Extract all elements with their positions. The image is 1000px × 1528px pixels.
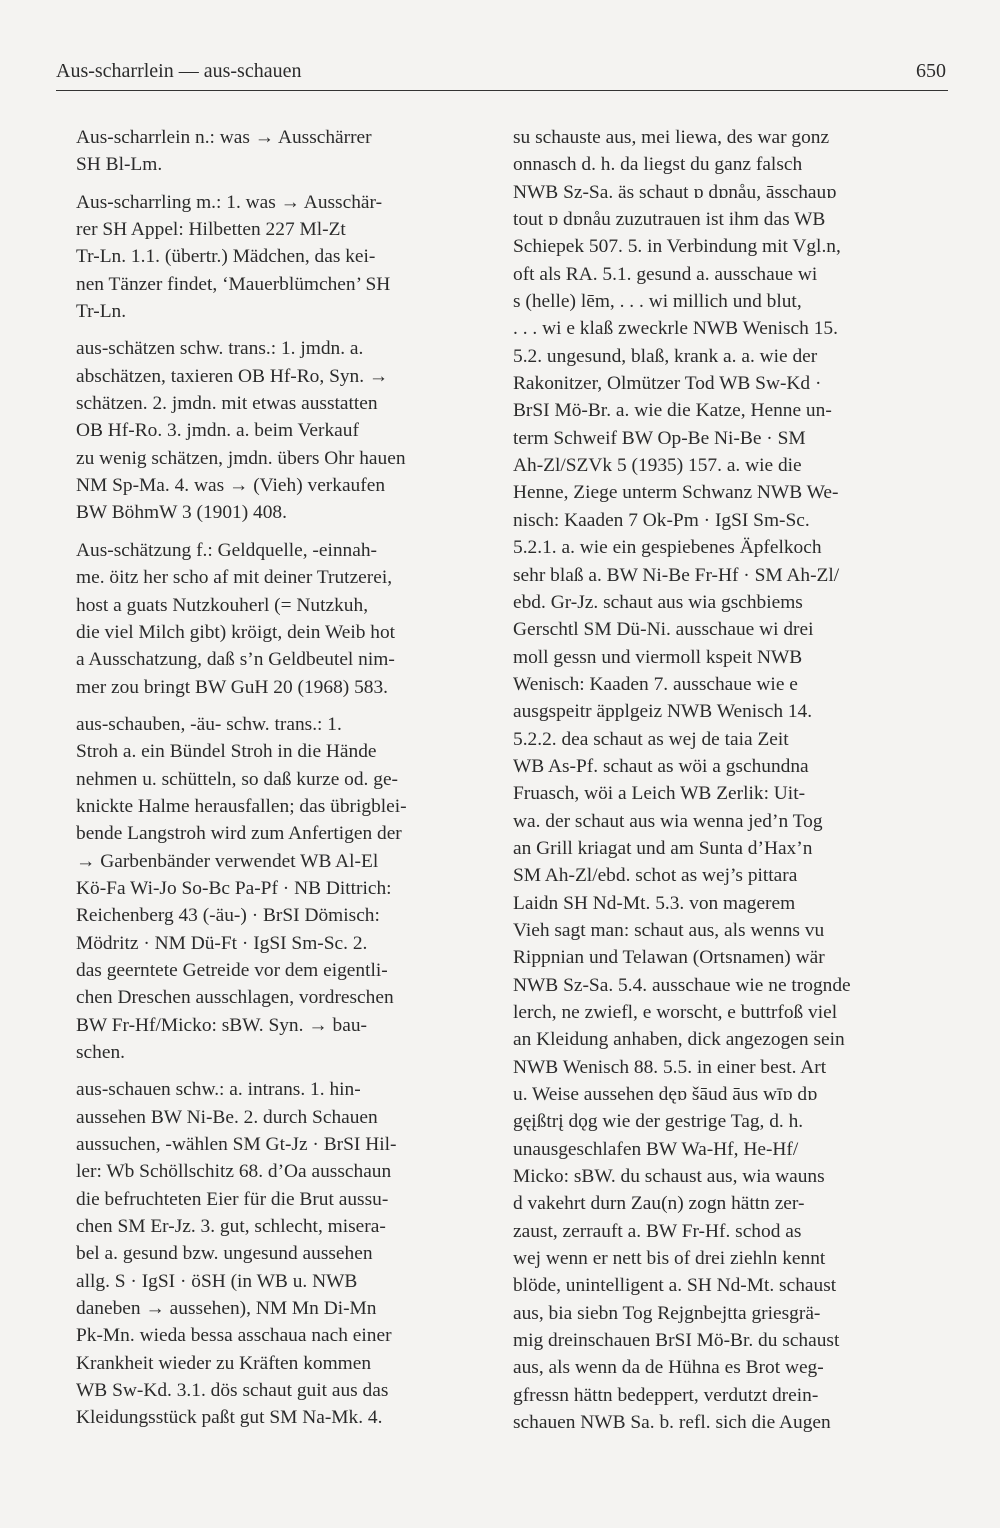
dictionary-entry — [76, 711, 482, 1066]
text-line: Fruasch, wöi a Leich WB Zerlik: Uit- — [513, 783, 806, 805]
text-line: aussuchen, -wählen SM Gt-Jz · BrSI Hil- — [76, 1134, 397, 1156]
text-line: su schauste aus, mei liewa, des war gonz — [513, 127, 830, 148]
text-line: Kö-Fa Wi-Jo So-Bc Pa-Pf · NB Dittrich: — [76, 877, 392, 899]
text-line: allg. S · IgSI · öSH (in WB u. NWB — [76, 1270, 358, 1292]
dictionary-entry — [76, 124, 482, 179]
text-line: Vieh sagt man: schaut aus, als wenns vu — [513, 919, 825, 941]
dictionary-entry — [76, 335, 482, 526]
text-line: bel a. gesund bzw. ungesund aussehen — [76, 1243, 373, 1265]
text-line: onnasch d. h. da liegst du ganz falsch — [513, 154, 803, 176]
text-line: aus-schätzen schw. trans.: 1. jmdn. a. — [76, 338, 364, 360]
text-line: knickte Halme herausfallen; das übrigblei- — [76, 795, 407, 817]
text-line: schen. — [76, 1042, 125, 1063]
text-line: BrSI Mö-Br. a. wie die Katze, Henne un- — [513, 400, 832, 422]
text-line: Wenisch: Kaaden 7. ausschaue wie e — [513, 673, 798, 695]
text-line: gęįßtrį dǫg wie der gestrige Tag, d. h. — [513, 1111, 804, 1133]
text-line: 5.2.2. dea schaut as wej de taia Zeit — [513, 728, 789, 750]
text-line: WB As-Pf. schaut as wöi a gschundna — [513, 755, 809, 777]
text-line: WB Sw-Kd. 3.1. dös schaut guit aus das — [76, 1380, 389, 1402]
text-line: Kleidungsstück paßt gut SM Na-Mk. 4. — [76, 1407, 383, 1429]
text-line: Aus-scharrlein n.: was → Ausschärrer — [76, 127, 372, 148]
text-line: NWB Sz-Sa. 5.4. ausschaue wie ne trognde — [513, 974, 851, 996]
text-line: → Garbenbänder verwendet WB Al-El — [76, 850, 379, 872]
text-line: s (helle) lēm, . . . wi millich und blut, — [513, 291, 802, 313]
text-line: rer SH Appel: Hilbetten 227 Ml-Zt — [76, 219, 346, 241]
text-line: Stroh a. ein Bündel Stroh in die Hände — [76, 741, 377, 763]
entry-gap — [76, 701, 482, 711]
text-line: BW BöhmW 3 (1901) 408. — [76, 502, 287, 524]
text-line: oft als RA. 5.1. gesund a. ausschaue wi — [513, 263, 818, 285]
text-line: Ah-Zl/SZVk 5 (1935) 157. a. wie die — [513, 455, 802, 477]
text-line: sehr blaß a. BW Ni-Be Fr-Hf · SM Ah-Zl/ — [513, 564, 840, 586]
text-line: . . . wi e klaß zweckrle NWB Wenisch 15. — [513, 318, 838, 340]
text-line: moll gessn und viermoll kspeit NWB — [513, 646, 803, 668]
text-line: aus, bia siebn Tog Rejgnbejtta griesgrä- — [513, 1302, 821, 1324]
text-line: an Kleidung anhaben, dick angezogen sein — [513, 1029, 845, 1051]
text-line: chen SM Er-Jz. 3. gut, schlecht, misera- — [76, 1216, 386, 1238]
text-line: an Grill kriagat und am Sunta d’Hax’n — [513, 837, 813, 859]
dictionary-entry — [76, 1076, 482, 1431]
entry-gap — [76, 1066, 482, 1076]
text-line: 5.2.1. a. wie ein gespiebenes Äpfelkoch — [513, 537, 822, 559]
dictionary-entry — [76, 189, 482, 326]
text-line: Micko: sBW. du schaust aus, wia wauns — [513, 1166, 825, 1188]
text-line: die befruchteten Eier für die Brut aussu- — [76, 1188, 389, 1210]
text-line: das geerntete Getreide vor dem eigentli- — [76, 959, 388, 981]
text-line: Rippnian und Telawan (Ortsnamen) wär — [513, 947, 825, 969]
dictionary-entry — [76, 537, 482, 701]
text-line: term Schweif BW Op-Be Ni-Be · SM — [513, 427, 806, 449]
text-line: Krankheit wieder zu Kräften kommen — [76, 1352, 372, 1374]
text-line: Gerschtl SM Dü-Ni. ausschaue wi drei — [513, 619, 814, 641]
text-line: unausgeschlafen BW Wa-Hf, He-Hf/ — [513, 1138, 799, 1160]
text-line: OB Hf-Ro. 3. jmdn. a. beim Verkauf — [76, 420, 359, 442]
text-line: aus-schauben, -äu- schw. trans.: 1. — [76, 713, 342, 735]
text-line: bende Langstroh wird zum Anfertigen der — [76, 823, 402, 845]
text-line: SM Ah-Zl/ebd. schot as wej’s pittara — [513, 865, 798, 887]
text-line: ebd. Gr-Jz. schaut aus wia gschbiems — [513, 591, 803, 613]
text-line: host a guats Nutzkouherl (= Nutzkuh, — [76, 594, 369, 616]
text-line: die viel Milch gibt) kröigt, dein Weib hot — [76, 621, 396, 643]
text-line: NWB Wenisch 88. 5.5. in einer best. Art — [513, 1056, 827, 1078]
text-line: schauen NWB Sa. b. refl. sich die Augen — [513, 1412, 831, 1434]
text-line: Tr-Ln. — [76, 301, 127, 323]
entry-gap — [76, 179, 482, 189]
text-line: zu wenig schätzen, jmdn. übers Ohr hauen — [76, 447, 406, 469]
entry-gap — [76, 527, 482, 537]
text-line: Tr-Ln. 1.1. (übertr.) Mädchen, das kei- — [76, 246, 376, 268]
running-head-title: Aus-scharrlein — aus-schauen — [56, 60, 302, 82]
text-line: u. Weise aussehen dęɒ šāud āus wīɒ dɒ — [513, 1084, 818, 1106]
text-line: Henne, Ziege unterm Schwanz NWB We- — [513, 482, 839, 504]
text-line: SH Bl-Lm. — [76, 154, 163, 176]
text-line: nehmen u. schütteln, so daß kurze od. ge- — [76, 768, 399, 790]
text-line: Reichenberg 43 (-äu-) · BrSI Dömisch: — [76, 905, 380, 927]
text-line: aus, als wenn da de Hühna es Brot weg- — [513, 1357, 824, 1379]
text-line: abschätzen, taxieren OB Hf-Ro, Syn. → — [76, 365, 389, 387]
text-line: Laidn SH Nd-Mt. 5.3. von magerem — [513, 892, 796, 914]
page-number: 650 — [916, 60, 946, 82]
text-line: Pk-Mn. wieda bessa asschaua nach einer — [76, 1325, 392, 1347]
text-line: blöde, unintelligent a. SH Nd-Mt. schaust — [513, 1275, 837, 1297]
text-line: ausgspeitr äpplgeiz NWB Wenisch 14. — [513, 701, 813, 723]
text-line: wa. der schaut aus wia wenna jed’n Tog — [513, 810, 823, 832]
text-line: nisch: Kaaden 7 Ok-Pm · IgSI Sm-Sc. — [513, 509, 810, 531]
text-line: Mödritz · NM Dü-Ft · IgSI Sm-Sc. 2. — [76, 932, 368, 954]
text-line: mig dreinschauen BrSI Mö-Br. du schaust — [513, 1330, 840, 1352]
text-line: Aus-schätzung f.: Geldquelle, -einnah- — [76, 539, 377, 561]
text-line: gfressn hättn bedeppert, verdutzt drein- — [513, 1384, 819, 1406]
text-line: ler: Wb Schöllschitz 68. d’Oa ausschaun — [76, 1161, 392, 1183]
text-line: daneben → aussehen), NM Mn Di-Mn — [76, 1298, 377, 1320]
text-line: me. öitz her scho af mit deiner Trutzerei, — [76, 567, 393, 589]
entry-gap — [76, 325, 482, 335]
text-line: nen Tänzer findet, ‘Mauerblümchen’ SH — [76, 273, 391, 295]
text-line: zaust, zerrauft a. BW Fr-Hf. schod as — [513, 1220, 802, 1242]
left-column — [76, 124, 482, 1432]
text-line: BW Fr-Hf/Micko: sBW. Syn. → bau- — [76, 1014, 368, 1036]
text-line: d vakehrt durn Zau(n) zogn hättn zer- — [513, 1193, 805, 1215]
text-line: chen Dreschen ausschlagen, vordreschen — [76, 987, 394, 1009]
text-line: lerch, ne zwiefl, e worscht, e buttrfoß viel — [513, 1002, 838, 1023]
text-line: schätzen. 2. jmdn. mit etwas ausstatten — [76, 393, 378, 415]
running-head — [56, 58, 948, 91]
text-line: NWB Sz-Sa. äs schaut ɒ dɒnåu, āsschauɒ — [513, 181, 837, 203]
right-column — [513, 124, 939, 1437]
text-line: 5.2. ungesund, blaß, krank a. a. wie der — [513, 345, 818, 367]
text-line: a Ausschatzung, daß s’n Geldbeutel nim- — [76, 649, 395, 671]
text-line: Rakonitzer, Olmützer Tod WB Sw-Kd · — [513, 373, 822, 395]
text-line: aussehen BW Ni-Be. 2. durch Schauen — [76, 1106, 378, 1128]
text-line: wej wenn er nett bis of drei ziehln kennt — [513, 1248, 826, 1270]
text-line: Aus-scharrling m.: 1. was → Ausschär- — [76, 191, 383, 213]
text-line: aus-schauen schw.: a. intrans. 1. hin- — [76, 1079, 361, 1101]
text-line: tout ɒ dɒnåu zuzutrauen ist ihm das WB — [513, 209, 826, 231]
text-line: mer zou bringt BW GuH 20 (1968) 583. — [76, 676, 389, 698]
text-line: Schiepek 507. 5. in Verbindung mit Vgl.n, — [513, 236, 841, 258]
text-line: NM Sp-Ma. 4. was → (Vieh) verkaufen — [76, 475, 386, 497]
